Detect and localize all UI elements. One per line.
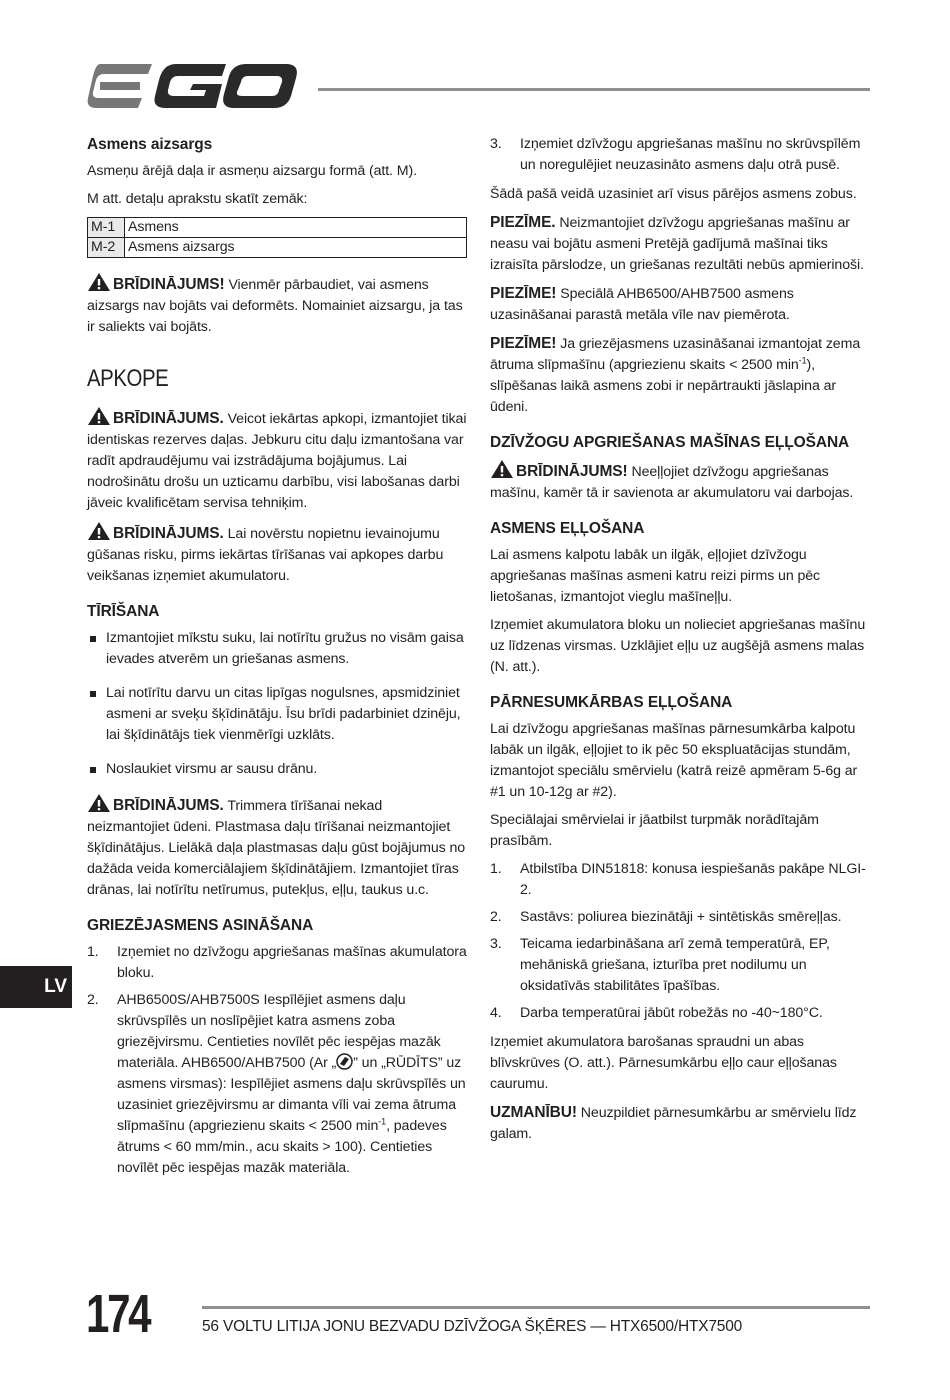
step-text: , padeves ātrums < 60 mm/min., acu skaits > 100). Centieties novīlēt pēc iespējas mazāk materiāla.	[117, 1118, 447, 1176]
step-number: 1.	[87, 944, 99, 960]
list-item: Izmantojiet mīkstu suku, lai notīrītu gružus no visām gaisa ievades atverēm un griešanas asmens.	[87, 628, 467, 670]
list-item	[490, 1003, 872, 1024]
caution-heading: UZMANĪBU!	[490, 1104, 577, 1121]
note-text: ), slīpēšanas laikā asmens zobi ir nepārtraukti jāslapina ar ūdeni.	[490, 357, 837, 415]
list-item: Lai notīrītu darvu un citas lipīgas nogulsnes, apsmidziniet asmeni ar sveķu šķīdinātāju. Īsu brīdi padarbiniet dzinēju, lai šķīdinātājs tiek vienmērīgi uzklāts.	[87, 683, 467, 746]
ego-logo	[86, 62, 298, 110]
list-item	[490, 907, 872, 928]
header-rule	[318, 88, 870, 91]
warning-text: Veicot iekārtas apkopi, izmantojiet tikai identiskas rezerves daļas. Jebkuru citu daļu izmantošana var radīt apdraudējumu vai izstrādājuma bojājumus. Lai nodrošinātu drošu un uzticamu darbību, visi labošanas darbi jāveic kvalificētam servisa tehniķim.	[87, 411, 467, 511]
note-1	[490, 212, 872, 276]
cleaning-warning	[87, 793, 467, 901]
note-text: Ja griezējasmens uzasināšanai izmantojat zema ātruma slīpmašīnu (apgriezienu skaits < 2500 min	[490, 336, 861, 373]
left-column	[87, 134, 467, 1187]
table-row	[88, 238, 467, 258]
blade-oiling-title: ASMENS EĻĻOŠANA	[490, 520, 645, 537]
part-code: M-1	[88, 218, 125, 238]
warning-icon	[490, 459, 514, 479]
hardened-blade-icon	[336, 1053, 353, 1070]
page-number: 174	[86, 1284, 150, 1344]
blade-oiling-p1: Lai asmens kalpotu labāk un ilgāk, eļļojiet dzīvžogu apgriešanas mašīnas asmeni katru reizi pirms un pēc lietošanas, izmantojot vieglu mašīneļļu.	[490, 547, 821, 605]
parts-table	[87, 217, 467, 258]
step-text: AHB6500S/AHB7500S Iespīlējiet asmens daļu skrūvspīlēs un noslīpējiet katra asmens zoba griezējvirsmu. Centieties novīlēt pēc iespējas mazāk materiāla. AHB6500/AHB7500 (Ar „	[117, 992, 441, 1071]
note-3	[490, 333, 872, 418]
list-item	[87, 990, 467, 1179]
warning-icon	[87, 272, 111, 292]
footer-title: 56 VOLTU LITIJA JONU BEZVADU DZĪVŽOGA ŠĶĒRES — HTX6500/HTX7500	[202, 1318, 743, 1335]
language-code: LV	[44, 976, 67, 997]
superscript: -1	[378, 1116, 387, 1127]
maintenance-warning-1	[87, 406, 467, 514]
warning-text: Lai novērstu nopietnu ievainojumu gūšanas risku, pirms iekārtas tīrīšanas vai apkopes darbu veikšanas izņemiet akumulatoru.	[87, 526, 444, 584]
footer-rule	[202, 1306, 870, 1309]
gear-oiling-p3: Izņemiet akumulatora barošanas spraudni un abas blīvskrūves (O. att.). Pārnesumkārbu eļļo caur eļļošanas caurumu.	[490, 1034, 837, 1092]
list-item	[490, 934, 872, 997]
note-heading: PIEZĪME!	[490, 285, 557, 302]
warning-heading: BRĪDINĀJUMS.	[113, 797, 224, 814]
warning-icon	[87, 521, 111, 541]
list-item	[490, 134, 872, 176]
sharpening-steps	[87, 942, 467, 1179]
lubrication-warning	[490, 459, 872, 504]
warning-heading: BRĪDINĀJUMS.	[113, 525, 224, 542]
part-label: Asmens	[125, 218, 467, 238]
step-text: ” un „RŪDĪTS” uz asmens virsmas): Iespīlējiet asmens daļu skrūvspīlēs un uzasiniet griezējvirsmu ar dimanta vīli vai zema ātruma slīpmašīnu (apgriezienu skaits < 2500 min	[117, 1055, 466, 1134]
blade-oiling-p2: Izņemiet akumulatora bloku un nolieciet apgriešanas mašīnu uz līdzenas virsmas. Uzklājiet eļļu uz augšējā asmens malas (N. att.).	[490, 617, 866, 675]
blade-guard-warning	[87, 272, 467, 338]
warning-icon	[87, 793, 111, 813]
note-text: Neizmantojiet dzīvžogu apgriešanas mašīnu ar neasu vai bojātu asmeni Pretējā gadījumā mašīnai tiks izraisīta pārslodze, un griešanas rezultāti nebūs apmierinoši.	[490, 215, 864, 273]
note-2	[490, 283, 872, 326]
warning-icon	[87, 406, 111, 426]
caution-text: Neuzpildiet pārnesumkārbu ar smērvielu līdz galam.	[490, 1105, 857, 1142]
cleaning-title: TĪRĪŠANA	[87, 603, 160, 620]
warning-heading: BRĪDINĀJUMS!	[516, 463, 628, 480]
item-number: 3.	[490, 936, 502, 952]
table-row	[88, 218, 467, 238]
item-number: 2.	[490, 909, 502, 925]
grease-requirements	[490, 859, 872, 1024]
caution	[490, 1102, 872, 1145]
step-number: 2.	[87, 992, 99, 1008]
lubrication-title: DZĪVŽOGU APGRIEŠANAS MAŠĪNAS EĻĻOŠANA	[490, 434, 850, 451]
blade-guard-p2: M att. detaļu aprakstu skatīt zemāk:	[87, 191, 308, 207]
gear-oiling-title: PĀRNESUMKĀRBAS EĻĻOŠANA	[490, 694, 733, 711]
step-number: 3.	[490, 136, 502, 152]
superscript: -1	[798, 355, 807, 366]
step-text: Izņemiet dzīvžogu apgriešanas mašīnu no skrūvspīlēm un noregulējiet neuzasināto asmens daļu otrā pusē.	[520, 136, 861, 173]
language-tab	[0, 966, 72, 1008]
blade-guard-title: Asmens aizsargs	[87, 136, 213, 153]
cleaning-list	[87, 628, 467, 780]
part-code: M-2	[88, 238, 125, 258]
gear-oiling-p2: Speciālajai smērvielai ir jāatbilst turpmāk norādītajām prasībām.	[490, 812, 819, 849]
item-number: 1.	[490, 861, 502, 877]
warning-heading: BRĪDINĀJUMS.	[113, 410, 224, 427]
maintenance-warning-2	[87, 521, 467, 587]
item-text: Darba temperatūrai jābūt robežās no -40~180°C.	[520, 1005, 823, 1021]
note-heading: PIEZĪME!	[490, 335, 557, 352]
step-text: Izņemiet no dzīvžogu apgriešanas mašīnas akumulatora bloku.	[117, 944, 467, 981]
warning-text: Trimmera tīrīšanai nekad neizmantojiet ūdeni. Plastmasa daļu tīrīšanai neizmantojiet šķīdinātājus. Lielākā daļa plastmasas daļu gūst bojājumus no dažāda veida komerciālajiem šķīdinātājiem. Izmantojiet tīras drānas, lai notīrītu netīrumus, putekļus, eļļu, taukus u.c.	[87, 798, 466, 898]
warning-heading: BRĪDINĀJUMS!	[113, 276, 225, 293]
note-text: Speciālā AHB6500/AHB7500 asmens uzasināšanai parastā metāla vīle nav piemērota.	[490, 286, 794, 323]
gear-oiling-p1: Lai dzīvžogu apgriešanas mašīnas pārnesumkārba kalpotu labāk un ilgāk, eļļojiet to ik pēc 50 ekspluatācijas stundām, izmantojot speciālu smērvielu (katrā reizē apmēram 5-6g ar #1 un 10-12g ar #2).	[490, 721, 858, 800]
sharpening-steps-cont	[490, 134, 872, 176]
item-number: 4.	[490, 1005, 502, 1021]
list-item	[87, 942, 467, 984]
maintenance-title: APKOPE	[87, 365, 169, 392]
item-text: Atbilstība DIN51818: konusa iespiešanās pakāpe NLGI-2.	[520, 861, 866, 898]
warning-text: Neeļļojiet dzīvžogu apgriešanas mašīnu, kamēr tā ir savienota ar akumulatoru vai darbojas.	[490, 464, 854, 501]
sharpen-all-teeth: Šādā pašā veidā uzasiniet arī visus pārējos asmens zobus.	[490, 186, 857, 202]
right-column	[490, 134, 872, 1152]
list-item	[490, 859, 872, 901]
list-item: Noslaukiet virsmu ar sausu drānu.	[87, 759, 467, 780]
part-label: Asmens aizsargs	[125, 238, 467, 258]
note-heading: PIEZĪME.	[490, 214, 556, 231]
item-text: Sastāvs: poliurea biezinātāji + sintētiskās smēreļļas.	[520, 909, 842, 925]
blade-guard-p1: Asmeņu ārējā daļa ir asmeņu aizsargu formā (att. M).	[87, 163, 417, 179]
sharpening-title: GRIEZĒJASMENS ASINĀŠANA	[87, 917, 314, 934]
warning-text: Vienmēr pārbaudiet, vai asmens aizsargs nav bojāts vai deformēts. Nomainiet aizsargu, ja tas ir saliekts vai bojāts.	[87, 277, 463, 335]
item-text: Teicama iedarbināšana arī zemā temperatūrā, EP, mehāniskā griešana, izturība pret nodilumu un oksidatīvās stabilitātes īpašības.	[520, 936, 830, 994]
